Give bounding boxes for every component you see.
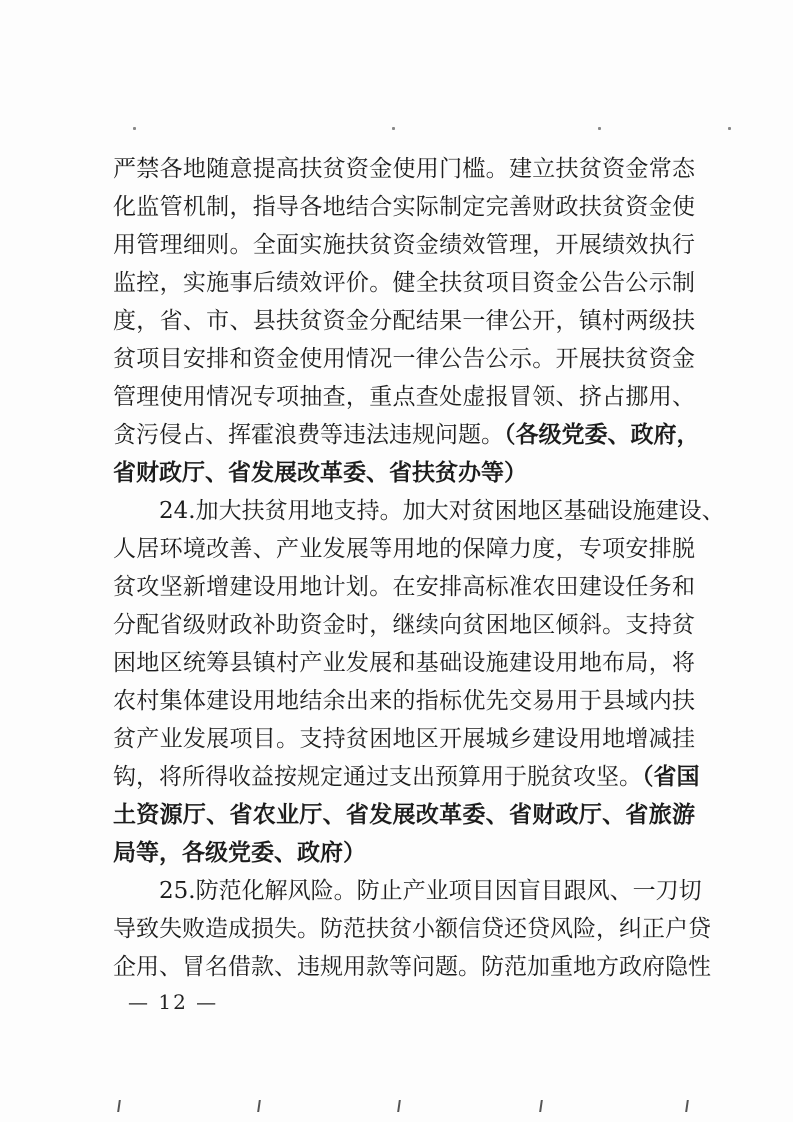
body-text-segment: 困地区统筹县镇村产业发展和基础设施建设用地布局，将 xyxy=(113,650,695,676)
text-line xyxy=(113,872,702,910)
body-text-segment: 贫产业发展项目。支持贫困地区开展城乡建设用地增减挂 xyxy=(113,726,695,752)
scan-mark xyxy=(685,1100,689,1112)
scan-mark xyxy=(539,1100,543,1112)
text-line xyxy=(113,530,695,568)
scan-mark xyxy=(133,127,136,130)
body-text-segment: 分配省级财政补助资金时，继续向贫困地区倾斜。支持贫 xyxy=(113,612,695,638)
body-text-segment: 25.防范化解风险。防止产业项目因盲目跟风、一刀切 xyxy=(113,878,702,904)
body-text-segment: 严禁各地随意提高扶贫资金使用门槛。建立扶贫资金常态 xyxy=(113,156,695,182)
body-text-segment: 监控，实施事后绩效评价。健全扶贫项目资金公告公示制 xyxy=(113,270,695,296)
text-line xyxy=(113,948,711,986)
text-line xyxy=(113,758,700,796)
text-line xyxy=(113,416,700,454)
body-text-segment: 贫项目安排和资金使用情况一律公告公示。开展扶贫资金 xyxy=(113,346,695,372)
scan-mark xyxy=(397,1100,401,1112)
body-text-segment: 人居环境改善、产业发展等用地的保障力度，专项安排脱 xyxy=(113,536,695,562)
body-text-segment: 企用、冒名借款、违规用款等问题。防范加重地方政府隐性 xyxy=(113,954,711,980)
body-text-segment: 度，省、市、县扶贫资金分配结果一律公开，镇村两级扶 xyxy=(113,308,695,334)
text-line xyxy=(113,264,695,302)
responsible-units-text: （省国 xyxy=(642,764,700,790)
body-text-segment: 导致失败造成损失。防范扶贫小额信贷还贷风险，纠正户贷 xyxy=(113,916,711,942)
body-text-segment: 贪污侵占、挥霍浪费等违法违规问题。 xyxy=(113,422,504,448)
body-text-segment: 24.加大扶贫用地支持。加大对贫困地区基础设施建设、 xyxy=(113,498,725,524)
body-text-segment: 钩，将所得收益按规定通过支出预算用于脱贫攻坚。 xyxy=(113,764,642,790)
text-line xyxy=(113,720,695,758)
text-line xyxy=(113,796,695,834)
text-line xyxy=(113,226,695,264)
scan-mark xyxy=(257,1100,261,1112)
responsible-units-text: 局等，各级党委、政府） xyxy=(113,840,366,866)
text-line xyxy=(113,454,695,492)
text-line xyxy=(113,340,695,378)
scan-mark xyxy=(392,127,395,130)
document-body xyxy=(113,150,725,986)
responsible-units-text: 土资源厅、省农业厅、省发展改革委、省财政厅、省旅游 xyxy=(113,802,695,828)
scan-mark xyxy=(598,127,601,130)
body-text-segment: 化监管机制，指导各地结合实际制定完善财政扶贫资金使 xyxy=(113,194,695,220)
text-line xyxy=(113,150,695,188)
responsible-units-text: （各级党委、政府， xyxy=(504,422,700,448)
text-line xyxy=(113,302,695,340)
text-line xyxy=(113,492,725,530)
text-line xyxy=(113,910,711,948)
text-line xyxy=(113,682,695,720)
responsible-units-text: 省财政厅、省发展改革委、省扶贫办等） xyxy=(113,460,527,486)
body-text-segment: 用管理细则。全面实施扶贫资金绩效管理，开展绩效执行 xyxy=(113,232,695,258)
text-line xyxy=(113,606,695,644)
body-text-segment: 贫攻坚新增建设用地计划。在安排高标准农田建设任务和 xyxy=(113,574,695,600)
page-number: — 12 — xyxy=(128,990,219,1014)
text-line xyxy=(113,834,695,872)
text-line xyxy=(113,188,695,226)
body-text-segment: 农村集体建设用地结余出来的指标优先交易用于县域内扶 xyxy=(113,688,695,714)
text-line xyxy=(113,378,695,416)
text-line xyxy=(113,568,695,606)
scan-mark xyxy=(728,127,731,130)
text-line xyxy=(113,644,695,682)
scan-mark xyxy=(117,1100,121,1112)
body-text-segment: 管理使用情况专项抽查，重点查处虚报冒领、挤占挪用、 xyxy=(113,384,695,410)
